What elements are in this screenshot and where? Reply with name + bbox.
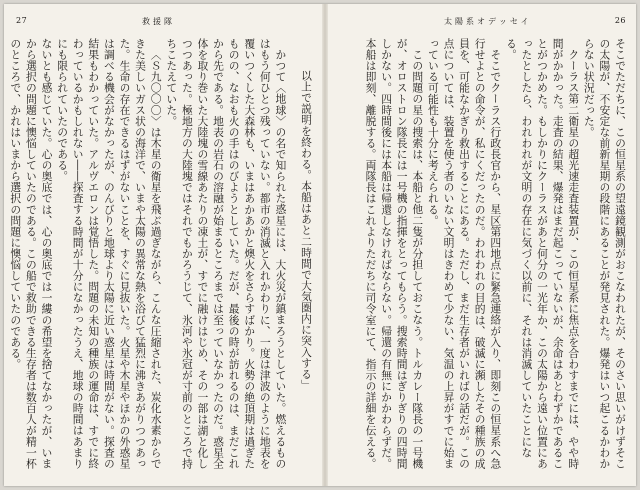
left-page: [4, 4, 322, 486]
running-head: 太陽系オデッセイ: [444, 17, 532, 26]
paragraph: この問題の星の搜索は、本船と他二隻が分担しておこなう。トルカレー隊長の一号機が、オロストロン隊長には一号機の指揮をとってもらう。搜索時間はぎりぎりの四時間しかない。四時間後には本船は帰還しなければならない。帰還の有無にかかわらずだ。本船は即刻、離脱する。両隊長はこれよりただちに司令室にて、指示の詳細を伝える。: [364, 38, 425, 469]
paragraph: かつて〈地球〉の名で知られた惑星には、大火災が鎮まろうとしていた。燃えるものはもう何ひとつ残っていない。都市の消滅と入れかわりに、一度は津波のように地表を覆いつくした大森林も、いまはあかあかと燠火をさらすばかり。火勢の絶頂期は過ぎたものの、なおも火の手はのびようとしていた。だが、最後の時が訪れるのは、まだこれから先である。地表の岩石の溶融が始まるところまでは至っていなかったのだ。惑星全体を取り巻いた大陸塊の雪線あたりの凍土が、すでに融けはじめ、その一部は湖と化しつつあった。極地方の大陸塊ではそれでもかろうじて、氷河や氷冠が寸前のところで持ちこたえていた。: [165, 38, 288, 469]
paragraph: そこでクーラス行政長官から、星区第四地点に緊急連絡が入り、即刻この恒星系へ急行せよとの命令が、私にくだったのだ。われわれの目的は、破滅に瀕したその種族の成員を、可能なかぎり救出することにある。ただし、まだ生存者がいればの話だが。この点については、装置を使う者のいない文明はきわめて少ない、気温の上昇がすでに始まっている可能性も十分に考えられる。: [426, 38, 503, 469]
closing-quote: 以上で説明を終わる。本船はあと二時間で大気圏内に突入する」: [300, 70, 313, 391]
book-spread: [4, 4, 636, 486]
paragraph: クーラス第二衛星の超光速走査装置が、この恒星系に焦点を合わすまでには、やや時間がかかった。走査の結果、爆発はまだ起こっていないが、余命はあとわずかであることがつかめた。もしかりにクーラスがあと何分の一光年か、この太陽から遠い位置にあったとしたら、われわれが文明の存在に気づく以前に、それは消滅していたことになる。: [504, 38, 581, 469]
running-head: 救援隊: [142, 17, 175, 26]
paragraph: 〈Ｓ九〇〇〇〉は木星の衛星を飛ぶ過ぎながら、こんな圧縮された、炭化水素からできた美しいガス状の海洋で、いまや太陽の異常な熱を浴びて猛烈に沸きあがりつつあった。生命の存在できるはずがないことを、すぐに見抜いた。火星や木星やほかの外惑星は調べる機会がなかったが、のんびりと地球より太陽に近い惑星は時間がない。探査の結果もわかっていた。アルヴエロンは覚悟した。問題の未知の種族の運命は、すでに終わっているかもしれない――探査する時間が十分になかったうえ、地球の時間はあまりにも限られていたのである。: [56, 38, 163, 469]
page-number: 26: [614, 16, 626, 25]
section-break: [288, 38, 298, 474]
right-page: [328, 4, 636, 486]
page-number: 27: [16, 16, 28, 25]
page-body: [336, 38, 628, 474]
paragraph: そこでただちに、この恒星系の望遠鏡観測がおこなわれたが、そのさい思いがけずそこの太陽が、不安定な前新星期の段階にあることが発見された。爆発はいつ起こるかわからない状況だった。: [582, 38, 627, 469]
page-body: [9, 38, 314, 474]
paragraph: ないとも感じていた。心の奥底では、心の奥底では一縷の希望を捨てなかったが、いまから選択の問題に懊悩していたのである。この船で救助できる生存者は数百人が精一杯のところで、かれはいまから選択の問題に懊悩していたのである。: [9, 38, 54, 469]
